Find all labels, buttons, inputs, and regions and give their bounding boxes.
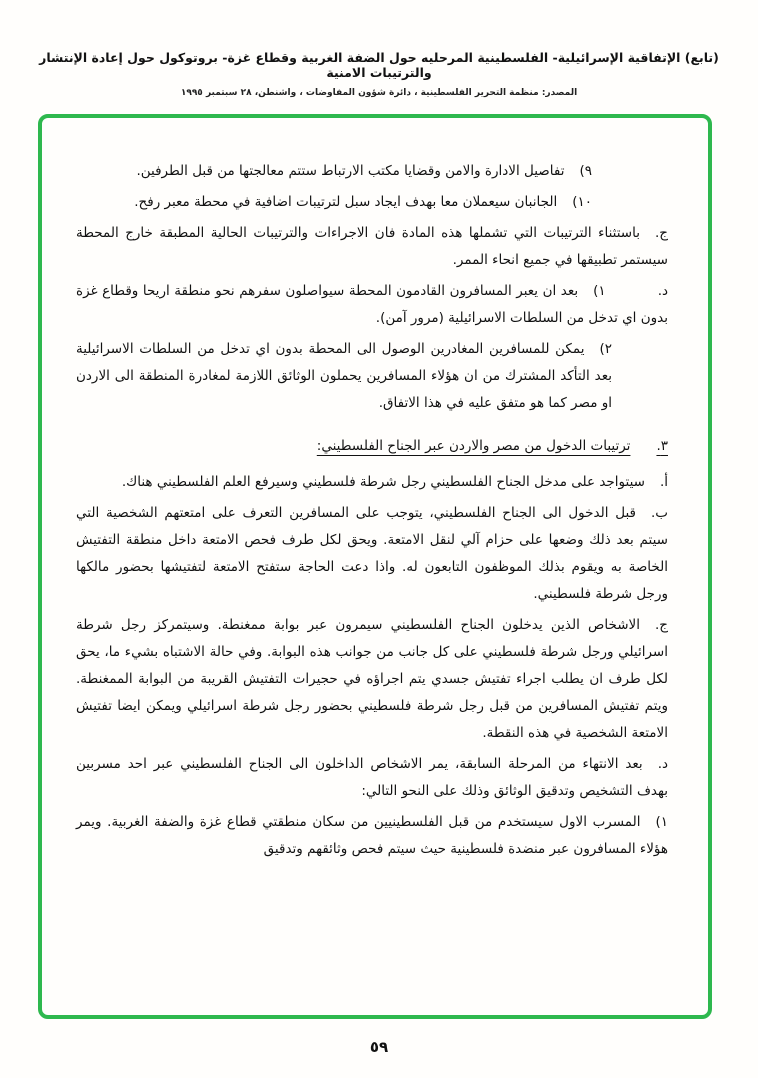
list-item	[76, 189, 668, 216]
item-marker: ١٠)	[572, 194, 592, 210]
item-marker: ١)	[655, 814, 668, 830]
item-text: الاشخاص الذين يدخلون الجناح الفلسطيني سيمرون عبر بوابة ممغنطة. وسيتمركز رجل شرطة اسرائيلي ورجل شرطة فلسطيني على كل جانب من جوانب هذه البوابة. وفي حالة الاشتباه بشيء ما، يحق لكل طرف ان يطلب اجراء تفتيش جسدي يتم اجراؤه في حجيرات التفتيش القريبة من البوابة الممغنطة. ويتم تفتيش المسافرين من قبل رجل شرطة فلسطيني بحضور رجل شرطة اسرائيلي ويمكن ايضا تفتيش الامتعة الشخصية في هذه النقطة.	[76, 617, 668, 741]
document-body	[42, 118, 708, 863]
item-text: باستثناء الترتيبات التي تشملها هذه المادة فان الاجراءات والترتيبات الحالية المطبقة خارج المحطة سيستمر تطبيقها في جميع انحاء الممر.	[76, 225, 668, 268]
item-text: بعد الانتهاء من المرحلة السابقة، يمر الاشخاص الداخلون الى الجناح الفلسطيني عبر احد مسربين بهدف التشخيص وتدقيق الوثائق وذلك على النحو التالي:	[76, 756, 668, 799]
header-source: المصدر: منظمة التحرير الفلسطينية ، دائرة شؤون المفاوضات ، واشنطن، ٢٨ سبتمبر ١٩٩٥	[180, 88, 578, 98]
page-number: ٥٩	[369, 1038, 389, 1056]
list-item	[76, 809, 668, 863]
item-text: الجانبان سيعملان معا بهدف ايجاد سبل لترتيبات اضافية في محطة معبر رفح.	[134, 194, 558, 210]
list-item	[76, 469, 668, 496]
section-number: ٣.	[656, 438, 668, 454]
section-heading	[76, 433, 668, 460]
green-border-frame	[38, 114, 712, 1019]
item-text: سيتواجد على مدخل الجناح الفلسطيني رجل شرطة فلسطيني وسيرفع العلم الفلسطيني هناك.	[121, 474, 645, 490]
item-marker: ج.	[654, 617, 668, 633]
item-marker: ٢)	[599, 341, 612, 357]
item-text: تفاصيل الادارة والامن وقضايا مكتب الارتباط ستتم معالجتها من قبل الطرفين.	[136, 163, 565, 179]
item-outer-marker: د.	[657, 283, 668, 299]
item-marker: أ.	[659, 474, 668, 490]
item-marker: ب.	[650, 505, 668, 521]
section-heading-text: ترتيبات الدخول من مصر والاردن عبر الجناح الفلسطيني:	[316, 438, 631, 454]
header-title: (تابع) الإتفاقية الإسرائيلية- الفلسطينية المرحليه حول الضفة الغربية وقطاع غزة- بروتوكول حول إعادة الإنتشار والترتيبات الامنية	[39, 50, 719, 80]
list-item	[76, 500, 668, 608]
item-marker: ٩)	[579, 163, 592, 179]
list-item	[76, 336, 668, 417]
list-item	[76, 278, 668, 332]
list-item	[76, 612, 668, 747]
document-header	[0, 0, 758, 98]
item-marker: ١)	[593, 283, 606, 299]
item-marker: ج.	[654, 225, 668, 241]
item-text: قبل الدخول الى الجناح الفلسطيني، يتوجب على المسافرين التعرف على امتعتهم الشخصية التي سيتم بعد ذلك وضعها على حزام آلي لنقل الامتعة. ويحق لكل طرف فحص الامتعة داخل منطقة التفتيش الخاصة به ويقوم بذلك الموظفون التابعون له. واذا دعت الحاجة ستفتح الامتعة لتفتيشها بحضور مالكها ورجل شرطة فلسطيني.	[76, 505, 668, 602]
item-text: بعد ان يعبر المسافرون القادمون المحطة سيواصلون سفرهم نحو منطقة اريحا وقطاع غزة بدون اي تدخل من السلطات الاسرائيلية (مرور آمن).	[76, 283, 668, 326]
list-item	[76, 220, 668, 274]
item-text: المسرب الاول سيستخدم من قبل الفلسطينيين من سكان منطقتي قطاع غزة والضفة الغربية. ويمر هؤلاء المسافرون عبر منضدة فلسطينية حيث سيتم فحص وثائقهم وتدقيق	[76, 814, 668, 857]
item-text: يمكن للمسافرين المغادرين الوصول الى المحطة بدون اي تدخل من السلطات الاسرائيلية بعد التأكد المشترك من ان هؤلاء المسافرين يحملون الوثائق اللازمة لمغادرة المنطقة الى الاردن او مصر كما هو متفق عليه في هذا الاتفاق.	[76, 341, 612, 411]
list-item	[76, 751, 668, 805]
item-marker: د.	[657, 756, 668, 772]
list-item	[76, 158, 668, 185]
